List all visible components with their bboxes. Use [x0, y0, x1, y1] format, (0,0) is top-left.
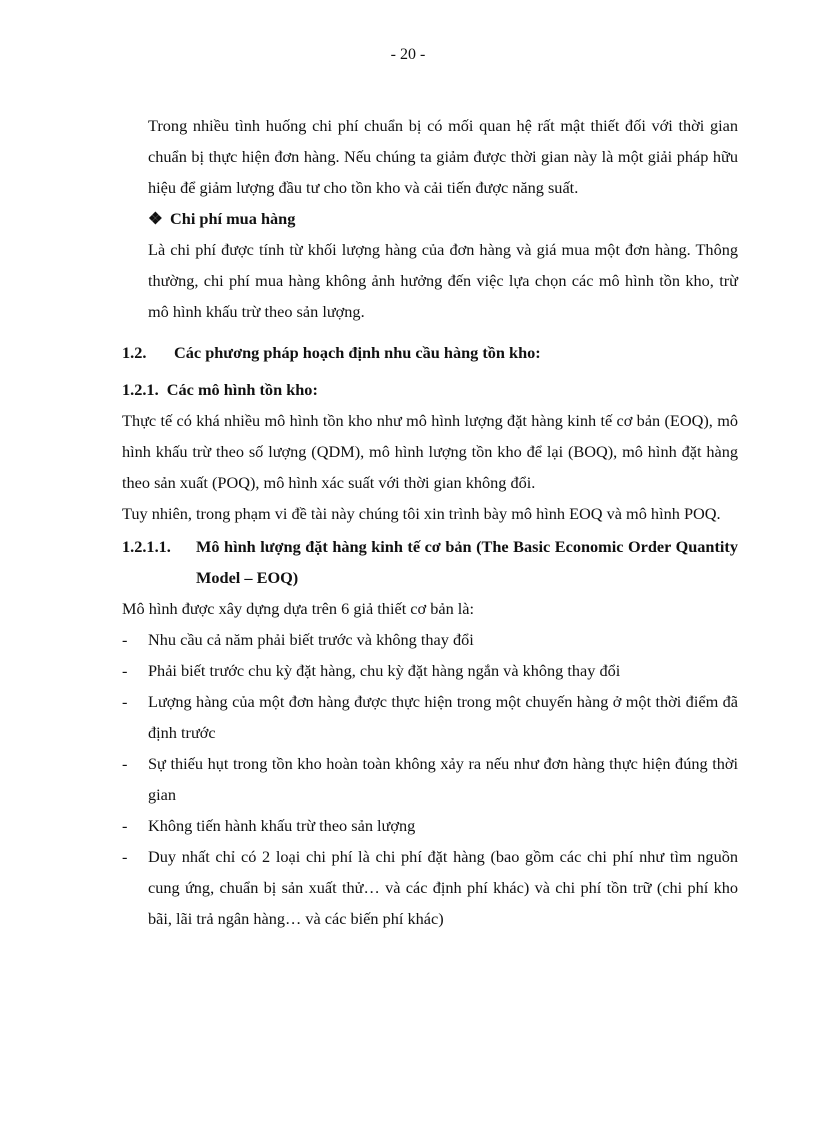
- list-item: - Không tiến hành khấu trừ theo sản lượng: [122, 810, 738, 841]
- dash-bullet: -: [122, 630, 128, 649]
- section-1-2-1-heading: [122, 374, 738, 405]
- page-number: - 20 -: [390, 46, 426, 63]
- assumptions-list: [122, 624, 738, 934]
- list-item: - Nhu cầu cả năm phải biết trước và không thay đổi: [122, 624, 738, 655]
- section-number: 1.2.: [122, 343, 147, 362]
- section-title: Các mô hình tồn kho:: [166, 380, 318, 399]
- purchase-cost-paragraph: Là chi phí được tính từ khối lượng hàng của đơn hàng và giá mua một đơn hàng. Thông thường, chi phí mua hàng không ảnh hưởng đến việc lựa chọn các mô hình tồn kho, trừ mô hình khấu trừ theo sản lượng.: [148, 240, 738, 321]
- purchase-cost-heading-text: Chi phí mua hàng: [170, 209, 296, 228]
- section-1-2-heading: [122, 337, 738, 368]
- models-paragraph-2: Tuy nhiên, trong phạm vi đề tài này chúng tôi xin trình bày mô hình EOQ và mô hình POQ.: [122, 504, 721, 523]
- section-title: Các phương pháp hoạch định nhu cầu hàng tồn kho:: [174, 343, 541, 362]
- diamond-bullet-icon: ❖: [148, 209, 163, 228]
- list-item: - Duy nhất chỉ có 2 loại chi phí là chi phí đặt hàng (bao gồm các chi phí như tìm nguồn cung ứng, chuẩn bị sản xuất thử… và các định phí khác) và chi phí tồn trữ (chi phí kho bãi, lãi trả ngân hàng… và các biến phí khác): [122, 841, 738, 934]
- dash-bullet: -: [122, 847, 128, 866]
- section-number: 1.2.1.1.: [122, 537, 171, 556]
- section-1-2-1-1-heading: [122, 531, 738, 593]
- purchase-cost-heading: [122, 203, 738, 234]
- dash-bullet: -: [122, 692, 128, 711]
- list-item: - Lượng hàng của một đơn hàng được thực hiện trong một chuyến hàng ở một thời điểm đã định trước: [122, 686, 738, 748]
- models-paragraph-1: Thực tế có khá nhiều mô hình tồn kho như mô hình lượng đặt hàng kinh tế cơ bản (EOQ), mô hình khấu trừ theo số lượng (QDM), mô hình lượng tồn kho để lại (BOQ), mô hình đặt hàng theo sản xuất (POQ), mô hình xác suất với thời gian không đổi.: [122, 411, 738, 492]
- document-body: [122, 110, 738, 934]
- assumptions-intro: Mô hình được xây dựng dựa trên 6 giả thiết cơ bản là:: [122, 599, 475, 618]
- dash-bullet: -: [122, 661, 128, 680]
- section-title: Mô hình lượng đặt hàng kinh tế cơ bản (The Basic Economic Order Quantity Model – EOQ): [196, 537, 738, 587]
- list-item: - Sự thiếu hụt trong tồn kho hoàn toàn không xảy ra nếu như đơn hàng thực hiện đúng thời gian: [122, 748, 738, 810]
- section-number: 1.2.1.: [122, 380, 159, 399]
- list-item: - Phải biết trước chu kỳ đặt hàng, chu kỳ đặt hàng ngắn và không thay đổi: [122, 655, 738, 686]
- dash-bullet: -: [122, 754, 128, 773]
- dash-bullet: -: [122, 816, 128, 835]
- intro-paragraph: Trong nhiều tình huống chi phí chuẩn bị có mối quan hệ rất mật thiết đối với thời gian chuẩn bị thực hiện đơn hàng. Nếu chúng ta giảm được thời gian này là một giải pháp hữu hiệu để giảm lượng đầu tư cho tồn kho và cải tiến được năng suất.: [148, 116, 738, 197]
